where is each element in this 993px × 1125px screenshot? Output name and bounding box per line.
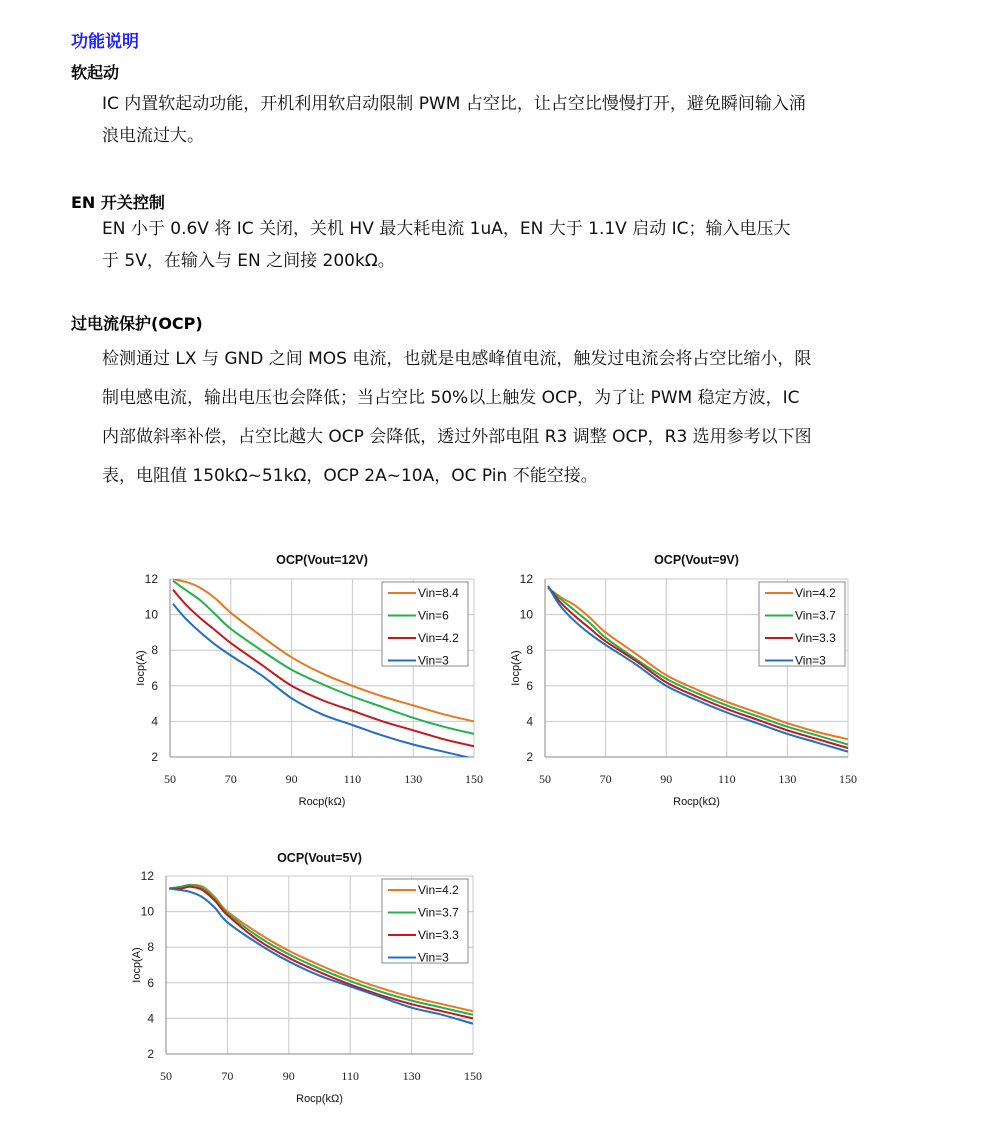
- y-tick-label: 6: [147, 975, 154, 990]
- paragraph-line: 表，电阻值 150kΩ~51kΩ，OCP 2A~10A，OC Pin 不能空接。: [102, 466, 598, 486]
- y-tick-label: 8: [147, 940, 154, 955]
- paragraph-line: EN 小于 0.6V 将 IC 关闭，关机 HV 最大耗电流 1uA，EN 大于 1.1V 启动 IC；输入电压大: [102, 219, 791, 239]
- ocp-chart-vout-12v: [120, 545, 490, 815]
- legend-label: Vin=3: [418, 950, 449, 965]
- y-tick-label: 12: [519, 572, 533, 586]
- x-tick-label: 150: [839, 772, 857, 786]
- y-tick-label: 12: [140, 869, 154, 883]
- x-tick-label: 70: [599, 772, 612, 786]
- x-tick-label: 110: [718, 772, 736, 786]
- paragraph-line: 制电感电流，输出电压也会降低；当占空比 50%以上触发 OCP，为了让 PWM 稳定方波，IC: [102, 388, 800, 408]
- x-tick-label: 150: [464, 1069, 482, 1083]
- x-tick-label: 50: [539, 772, 551, 786]
- y-tick-label: 6: [151, 678, 158, 693]
- y-tick-label: 2: [147, 1047, 154, 1061]
- y-tick-label: 2: [526, 750, 533, 764]
- x-tick-label: 50: [160, 1069, 172, 1083]
- x-tick-label: 110: [341, 1069, 359, 1083]
- paragraph-line: 于 5V，在输入与 EN 之间接 200kΩ。: [102, 251, 395, 271]
- x-tick-label: 150: [465, 772, 483, 786]
- y-tick-label: 4: [151, 714, 158, 729]
- paragraph-line: 内部做斜率补偿，占空比越大 OCP 会降低，透过外部电阻 R3 调整 OCP，R3 选用参考以下图: [102, 427, 812, 447]
- x-tick-label: 130: [402, 1069, 421, 1083]
- legend-label: Vin=3: [795, 653, 826, 668]
- legend-label: Vin=3.7: [418, 905, 459, 920]
- chart-title: OCP(Vout=5V): [277, 851, 362, 865]
- x-tick-label: 90: [282, 1069, 295, 1083]
- legend-label: Vin=6: [418, 608, 449, 623]
- legend-label: Vin=3.7: [795, 608, 836, 623]
- y-tick-label: 10: [519, 607, 533, 622]
- x-axis-label: Rocp(kΩ): [298, 796, 346, 808]
- paragraph-en-control: [102, 213, 937, 277]
- x-axis-label: Rocp(kΩ): [673, 796, 720, 808]
- page-title: 功能说明: [71, 32, 139, 52]
- chart-title: OCP(Vout=9V): [654, 553, 739, 567]
- paragraph-line: 浪电流过大。: [102, 126, 204, 146]
- y-axis-label: Iocp(A): [135, 650, 147, 686]
- x-tick-label: 50: [164, 772, 176, 786]
- section-heading-soft-start: 软起动: [71, 63, 120, 82]
- legend-label: Vin=4.2: [418, 883, 459, 897]
- paragraph-line: 检测通过 LX 与 GND 之间 MOS 电流，也就是电感峰值电流，触发过电流会将占空比缩小，限: [102, 349, 812, 369]
- section-heading-ocp: 过电流保护(OCP): [71, 314, 203, 333]
- y-tick-label: 12: [144, 572, 158, 586]
- legend-label: Vin=4.2: [418, 631, 459, 645]
- legend-label: Vin=8.4: [418, 586, 459, 600]
- x-tick-label: 70: [221, 1069, 234, 1083]
- y-tick-label: 4: [526, 714, 533, 729]
- y-tick-label: 2: [151, 750, 158, 764]
- x-tick-label: 90: [660, 772, 673, 786]
- y-tick-label: 8: [526, 643, 533, 658]
- chart-title: OCP(Vout=12V): [276, 553, 368, 567]
- legend-label: Vin=4.2: [795, 586, 836, 600]
- x-axis-label: Rocp(kΩ): [296, 1093, 343, 1105]
- ocp-chart-vout-5v: [116, 843, 486, 1113]
- legend-label: Vin=3: [418, 653, 449, 668]
- legend-label: Vin=3.3: [418, 928, 459, 942]
- paragraph-ocp: [102, 340, 937, 496]
- y-axis-label: Iocp(A): [131, 947, 143, 983]
- section-heading-en-control: EN 开关控制: [71, 193, 165, 212]
- y-tick-label: 6: [526, 678, 533, 693]
- y-tick-label: 10: [144, 607, 158, 622]
- y-tick-label: 10: [140, 904, 154, 919]
- x-tick-label: 130: [778, 772, 797, 786]
- y-axis-label: Iocp(A): [510, 650, 522, 686]
- legend-label: Vin=3.3: [795, 631, 836, 645]
- x-tick-label: 110: [343, 772, 362, 786]
- x-tick-label: 70: [224, 772, 237, 786]
- ocp-chart-vout-9v: [495, 545, 865, 815]
- paragraph-soft-start: [102, 88, 937, 152]
- y-tick-label: 8: [151, 643, 158, 658]
- y-tick-label: 4: [147, 1011, 154, 1026]
- paragraph-line: IC 内置软起动功能，开机利用软启动限制 PWM 占空比，让占空比慢慢打开，避免瞬间输入涌: [102, 94, 806, 114]
- x-tick-label: 90: [285, 772, 298, 786]
- x-tick-label: 130: [404, 772, 423, 786]
